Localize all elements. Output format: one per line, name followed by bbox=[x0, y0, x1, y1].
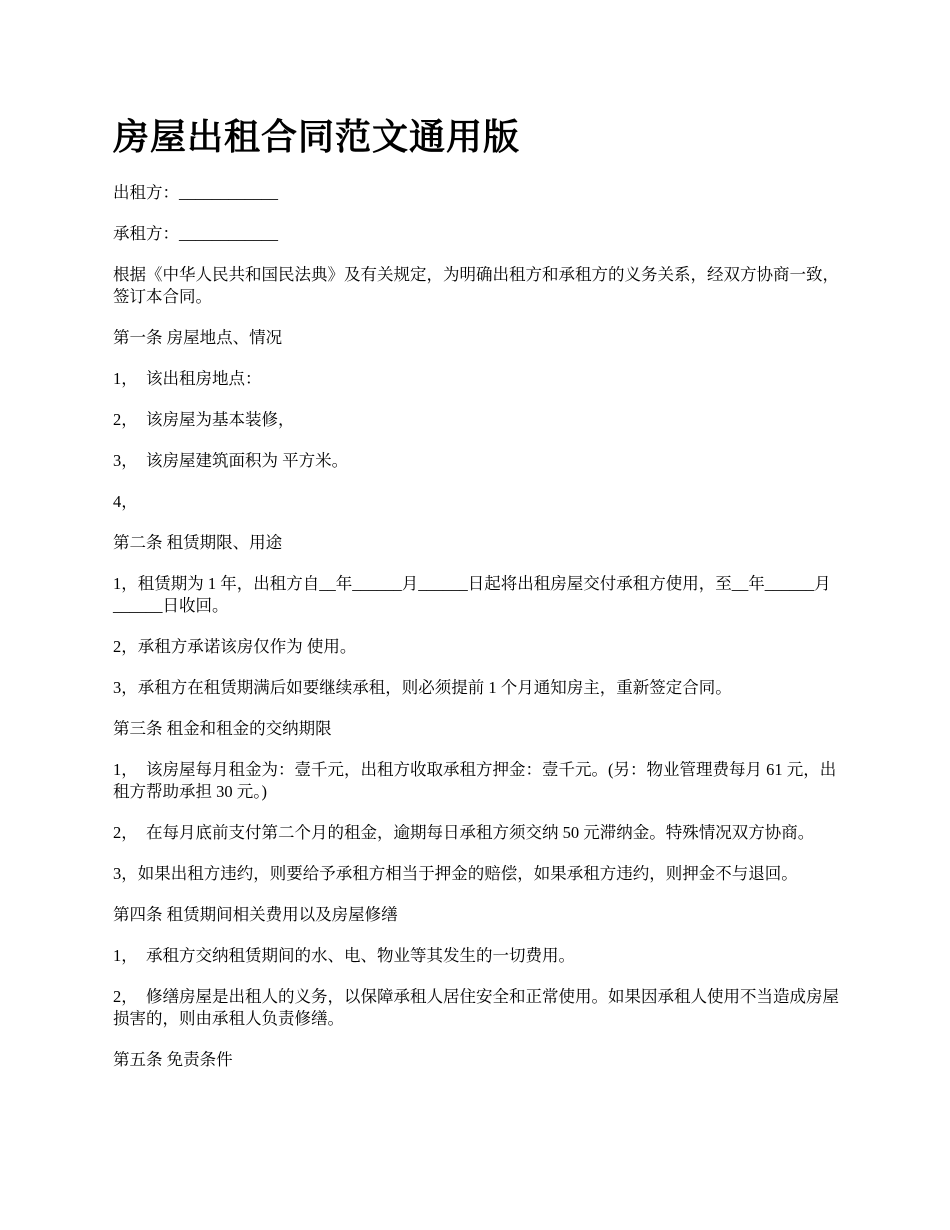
document-title: 房屋出租合同范文通用版 bbox=[113, 117, 521, 157]
article-2-item-1: 1，租赁期为 1 年，出租方自__年______月______日起将出租房屋交付承租方使用，至__年______月______日收回。 bbox=[113, 574, 831, 615]
article-5-heading: 第五条 免责条件 bbox=[113, 1050, 233, 1069]
article-3-item-1: 1， 该房屋每月租金为：壹千元，出租方收取承租方押金：壹千元。(另：物业管理费每月 61 元，出租方帮助承担 30 元。) bbox=[113, 760, 837, 801]
article-1-item-2: 2， 该房屋为基本装修， bbox=[113, 410, 295, 429]
lessor-line: 出租方：____________ bbox=[113, 183, 278, 202]
article-1-item-3: 3， 该房屋建筑面积为 平方米。 bbox=[113, 451, 349, 470]
article-1-heading: 第一条 房屋地点、情况 bbox=[113, 328, 283, 347]
article-4-item-2: 2， 修缮房屋是出租人的义务，以保障承租人居住安全和正常使用。如果因承租人使用不当造成房屋损害的，则由承租人负责修缮。 bbox=[113, 987, 839, 1028]
article-2-heading: 第二条 租赁期限、用途 bbox=[113, 533, 283, 552]
article-3-item-3: 3，如果出租方违约，则要给予承租方相当于押金的赔偿，如果承租方违约，则押金不与退回。 bbox=[113, 864, 798, 883]
article-2-item-2: 2，承租方承诺该房仅作为 使用。 bbox=[113, 637, 357, 656]
article-1-item-4: 4， bbox=[113, 492, 138, 511]
article-1-item-1: 1， 该出租房地点： bbox=[113, 369, 262, 388]
preamble-paragraph: 根据《中华人民共和国民法典》及有关规定，为明确出租方和承租方的义务关系，经双方协商一致，签订本合同。 bbox=[113, 265, 839, 306]
article-4-item-1: 1， 承租方交纳租赁期间的水、电、物业等其发生的一切费用。 bbox=[113, 946, 575, 965]
lessee-line: 承租方：____________ bbox=[113, 224, 278, 243]
article-2-item-3: 3，承租方在租赁期满后如要继续承租，则必须提前 1 个月通知房主，重新签定合同。 bbox=[113, 678, 732, 697]
article-4-heading: 第四条 租赁期间相关费用以及房屋修缮 bbox=[113, 905, 398, 924]
article-3-heading: 第三条 租金和租金的交纳期限 bbox=[113, 719, 332, 738]
document-page bbox=[113, 112, 843, 1090]
article-3-item-2: 2， 在每月底前支付第二个月的租金，逾期每日承租方须交纳 50 元滞纳金。特殊情况双方协商。 bbox=[113, 823, 815, 842]
